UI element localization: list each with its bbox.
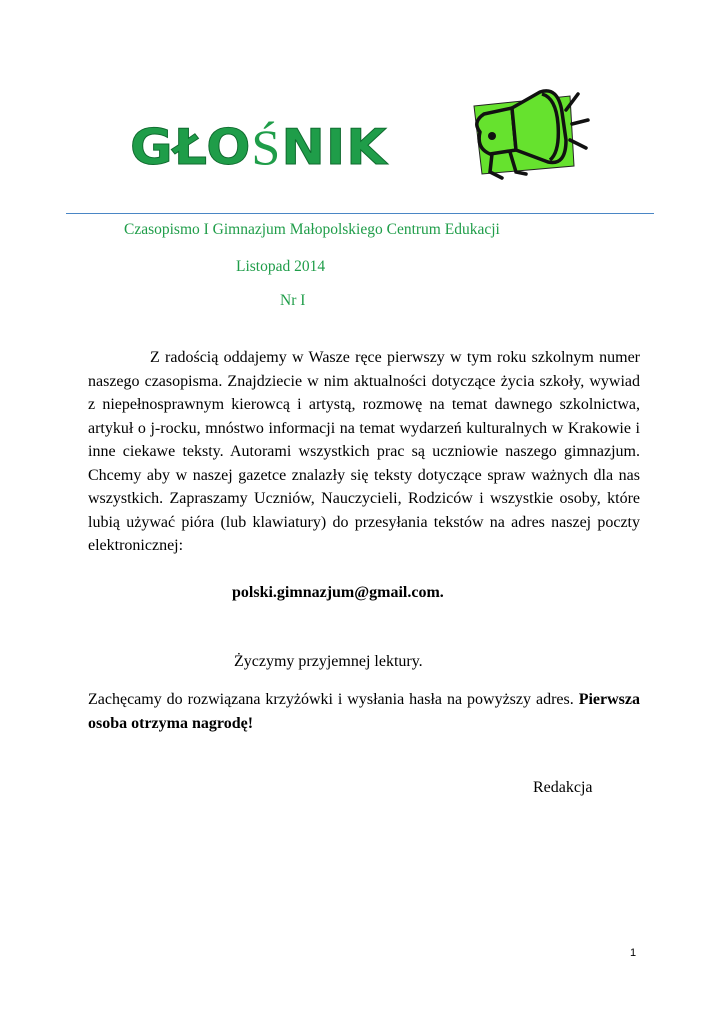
contact-email: polski.gimnazjum@gmail.com. [232,584,444,601]
intro-paragraph [88,346,640,558]
prize-text: Pierwsza osoba otrzyma nagrodę! [88,691,641,732]
intro-text: Z radością oddajemy w Wasze ręce pierwszy w tym roku szkolnym numer naszego czasopisma. Znajdziecie w nim aktualności dotyczące życia szkoły, wywiad z niepełnosprawnym kierowcą i artystą, rozmowę na temat dawnego szkolnictwa, artykuł o j-rocku, mnóstwo informacji na temat wydarzeń kulturalnych w Krakowie i inne ciekawe teksty. Autorami wszystkich prac są uczniowie naszego gimnazjum. Chcemy aby w naszej gazetce znalazły się teksty dotyczące spraw ważnych dla nas wszystkich. Zapraszamy Uczniów, Nauczycieli, Rodziców i wszystkie osoby, które lubią używać pióra (lub klawiatury) do przesyłania tekstów na adres naszej poczty elektronicznej: [88,349,640,554]
title-part-2: Ś [251,121,282,176]
crossword-text: Zachęcamy do rozwiązana krzyżówki i wysłania hasła na powyższy adres. [88,691,574,708]
closing-wish: Życzymy przyjemnej lektury. [234,653,423,670]
megaphone-icon [462,88,592,188]
issue-number: Nr I [280,292,306,309]
title-part-3: NIK [281,119,388,177]
magazine-subtitle: Czasopismo I Gimnazjum Małopolskiego Centrum Edukacji [124,221,500,238]
title-part-1: GŁO [130,119,252,177]
header-divider [66,213,654,214]
crossword-paragraph [88,688,640,735]
magazine-title [130,120,388,177]
page-number: 1 [630,947,637,959]
issue-date: Listopad 2014 [236,258,326,275]
signature: Redakcja [533,779,593,796]
